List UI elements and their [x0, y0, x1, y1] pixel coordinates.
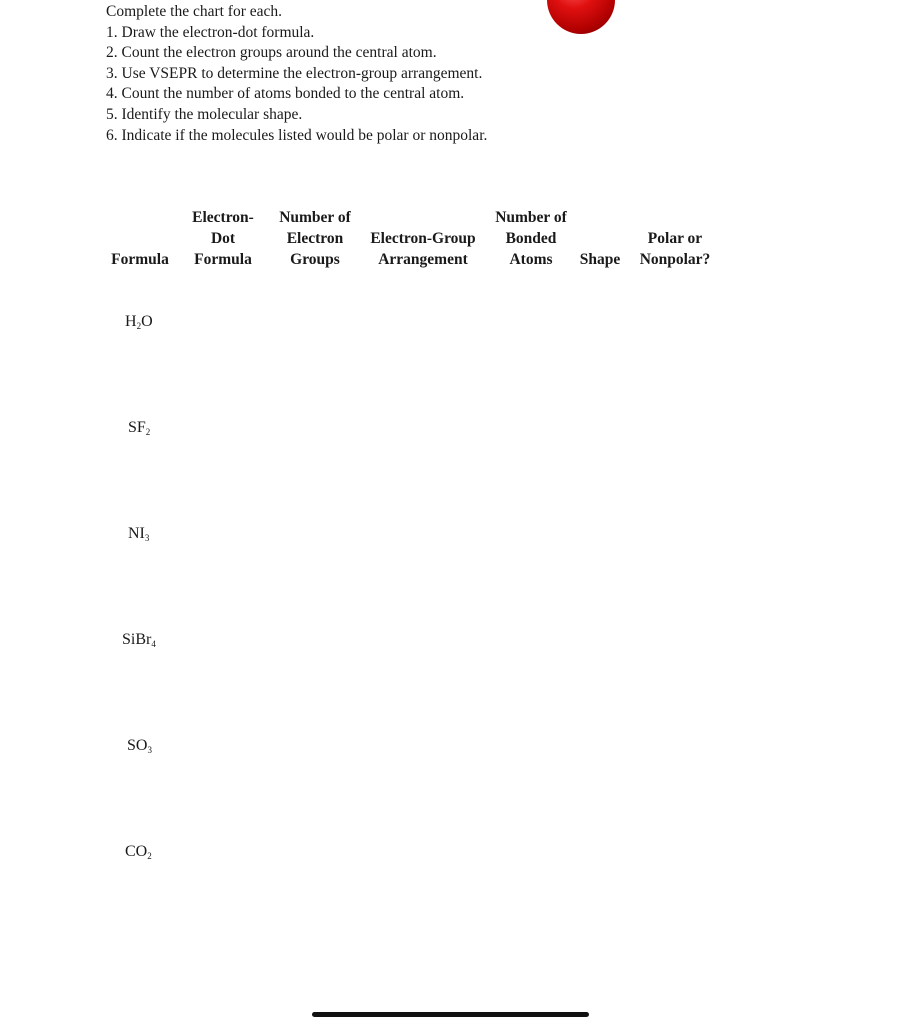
formula-sf2: $SF_2$: [128, 419, 151, 437]
header-shape: Shape: [579, 251, 621, 268]
instructions: [106, 2, 487, 146]
formula-so3: $SO_3$: [127, 737, 152, 755]
header-formula: Formula: [111, 251, 169, 268]
header-number-of-electron-groups: Number of Electron Groups: [279, 209, 351, 268]
formula-sibr4: SiBr$_4$: [122, 631, 156, 649]
home-indicator[interactable]: [312, 1012, 589, 1017]
header-polar-or-nonpolar: Polar or Nonpolar?: [639, 230, 711, 268]
instruction-step: 3. Use VSEPR to determine the electron-group arrangement.: [106, 64, 483, 82]
instruction-step: 2. Count the electron groups around the central atom.: [106, 44, 437, 62]
instructions-intro: Complete the chart for each.: [106, 3, 283, 20]
header-number-of-bonded-atoms: Number of Bonded Atoms: [495, 209, 567, 268]
header-electron-group-arrangement: Electron-Group Arrangement: [370, 230, 476, 268]
formula-ni3: $NI_3$: [128, 525, 150, 543]
instruction-step: 6. Indicate if the molecules listed would be polar or nonpolar.: [106, 126, 488, 144]
formula-h2o: $H_2O$: [125, 313, 153, 331]
instruction-step: 1. Draw the electron-dot formula.: [106, 23, 315, 41]
instruction-step: 4. Count the number of atoms bonded to the central atom.: [106, 85, 465, 103]
formula-co2: $CO_2$: [125, 843, 152, 861]
header-electron-dot-formula: Electron- Dot Formula: [192, 209, 254, 268]
red-ball-image: [547, 0, 615, 34]
instruction-step: 5. Identify the molecular shape.: [106, 105, 303, 123]
